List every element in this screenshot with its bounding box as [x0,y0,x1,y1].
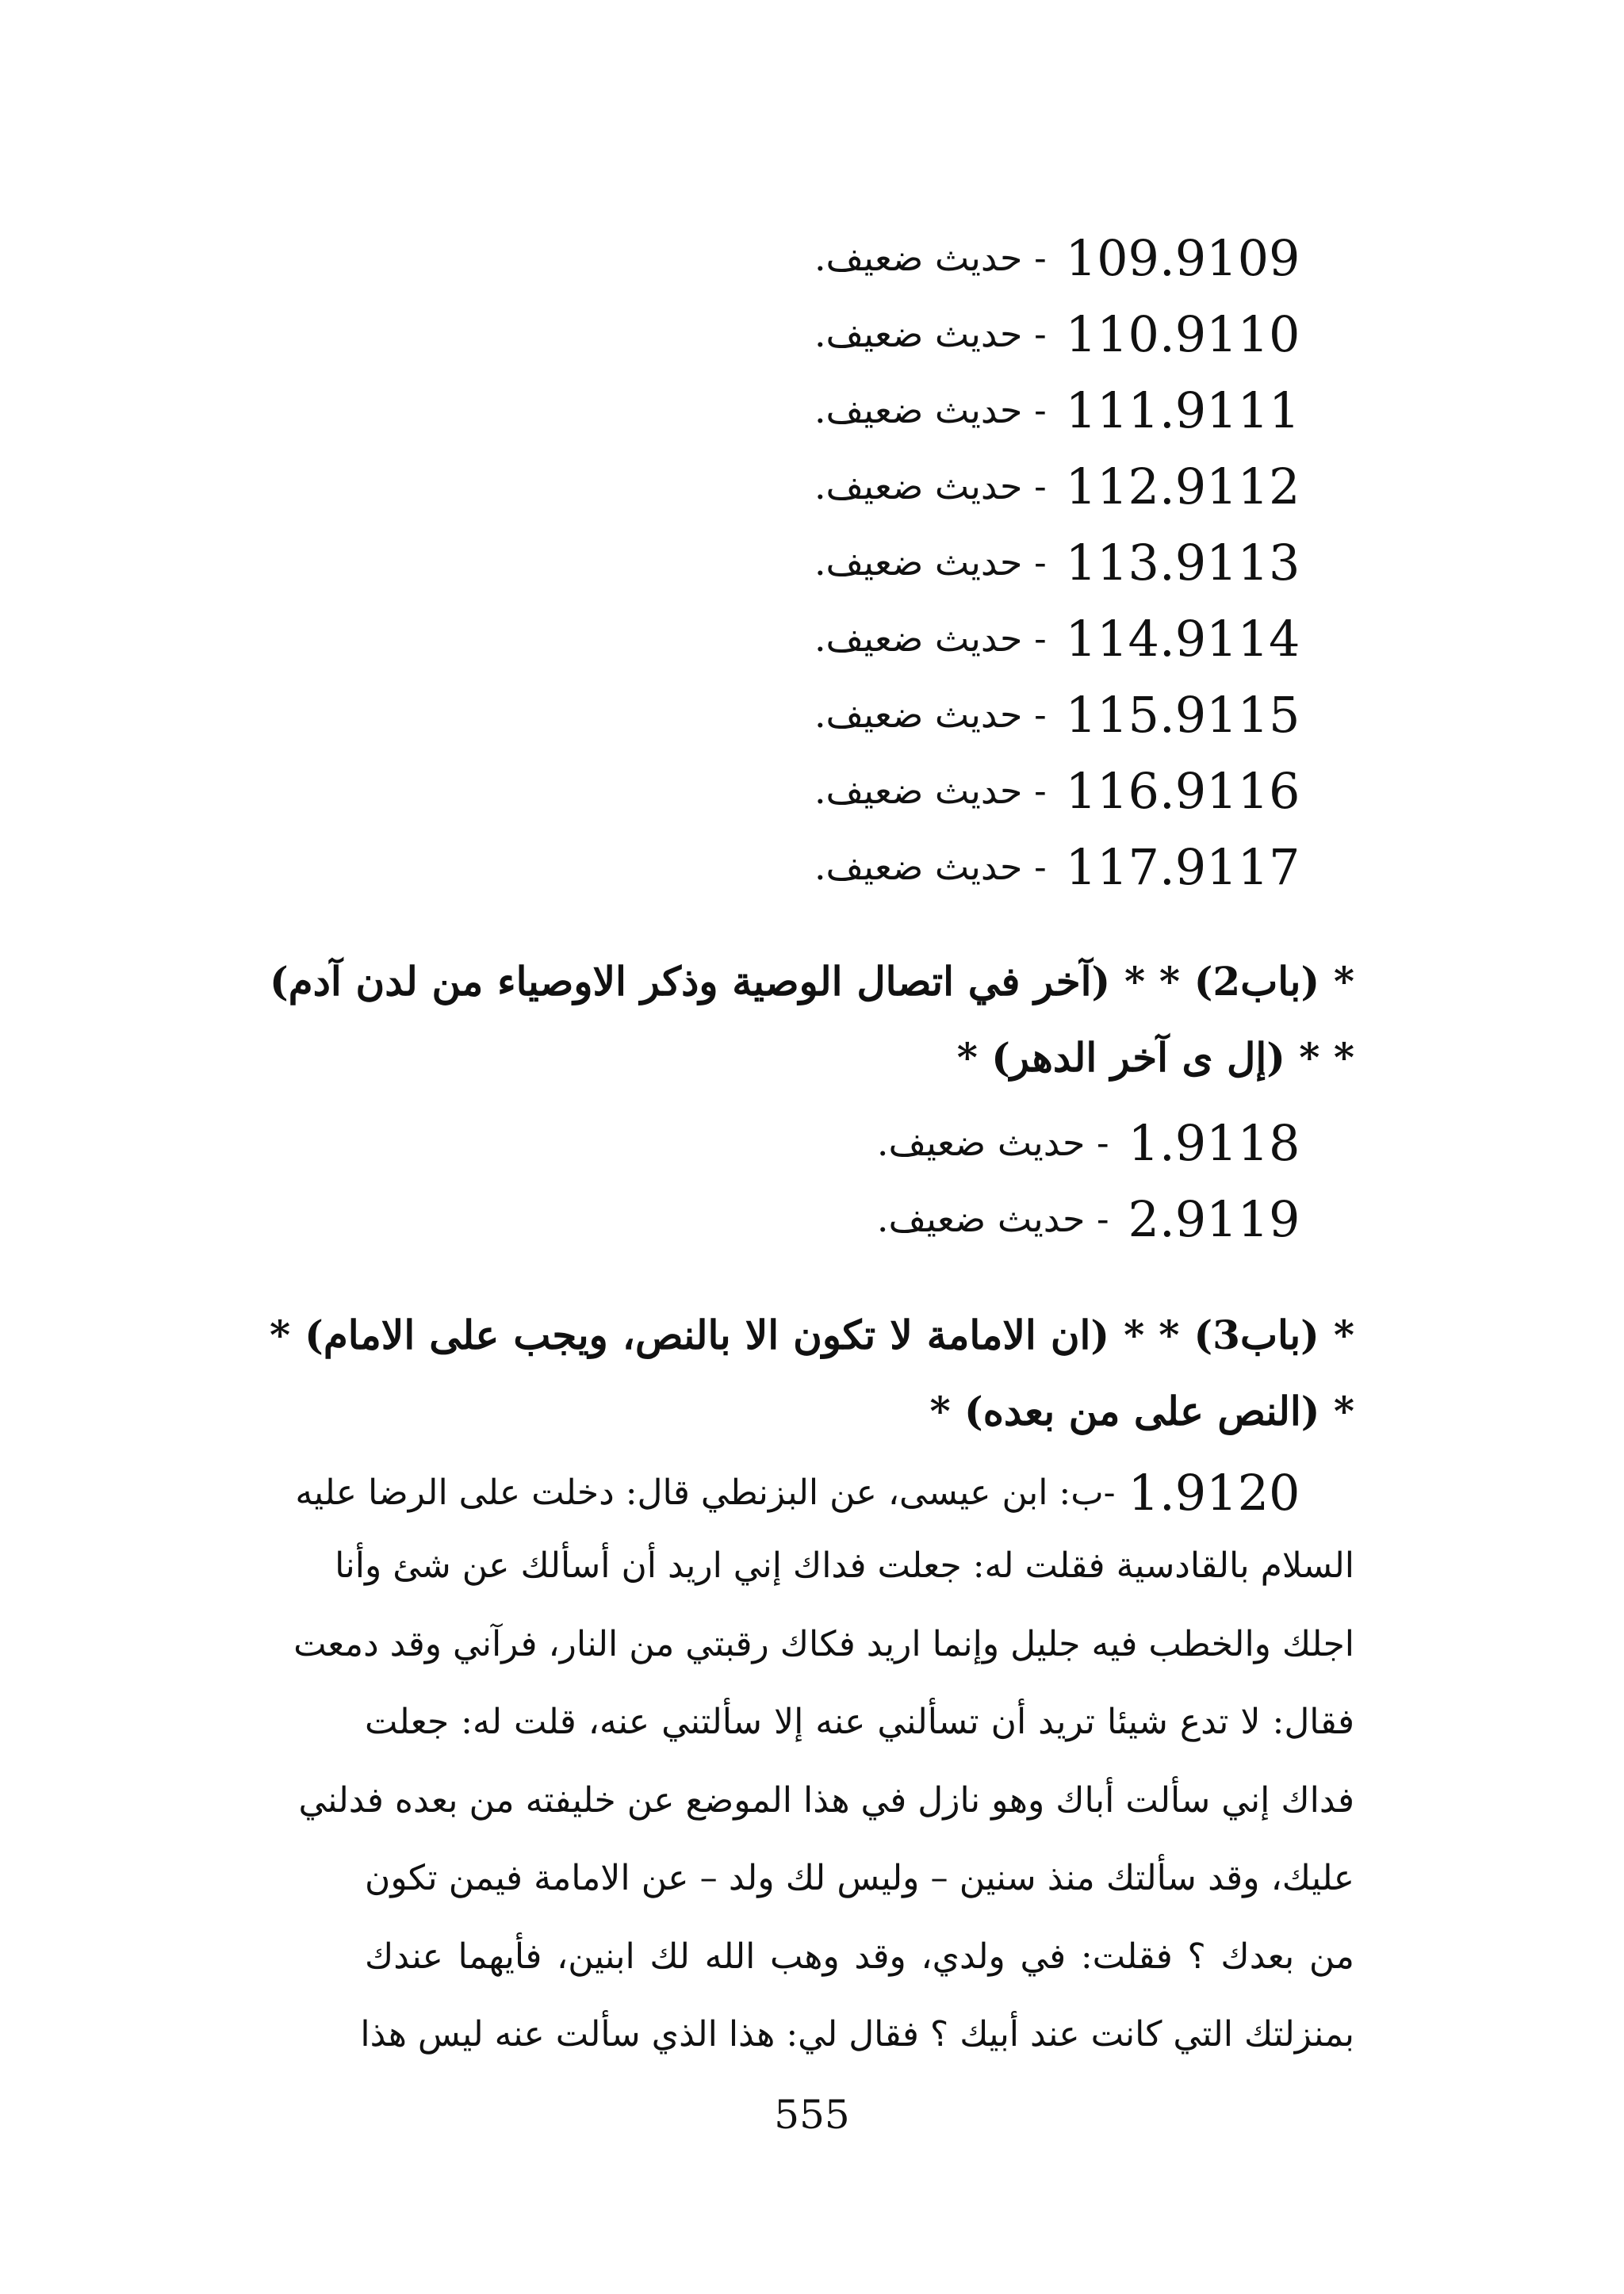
entry-9116 [814,759,1300,822]
paragraph-line: فقال: لا تدع شيئا تريد أن تسألني عنه إلا سألتني عنه، قلت له: جعلت [365,1702,1354,1742]
entry-9117 [814,835,1300,898]
entry-number: .9120 [1159,1463,1300,1522]
entry-9111 [814,378,1300,442]
chapter-heading-bab-3: * (باب3) * * (ان الامامة لا تكون الا بالنص، ويجب على الامام) * * (النص على من بعده) * [270,1312,1354,1434]
entry-text: - حديث ضعيف. [814,845,1047,888]
entry-sub-number: 116 [1065,761,1159,820]
entry-number: .9115 [1159,685,1300,744]
entry-9113 [814,530,1300,594]
entry-9115 [814,683,1300,746]
entry-text: - حديث ضعيف. [814,236,1047,279]
entry-sub-number: 113 [1065,533,1159,592]
hadith-9120-first-line [295,1461,1300,1524]
entry-sub-number: 110 [1065,304,1159,363]
entry-number: .9113 [1159,533,1300,592]
entry-sub-number: 111 [1065,381,1159,439]
entry-sub-number: 117 [1065,837,1159,896]
entry-number: .9119 [1159,1189,1300,1248]
entry-sub-number: 109 [1065,228,1159,287]
entry-text: - حديث ضعيف. [814,312,1047,355]
entry-9112 [814,454,1300,518]
entry-9119 [876,1187,1300,1250]
chapter-heading-bab-2: * (باب2) * * (آخر في اتصال الوصية وذكر الاوصياء من لدن آدم) * * (إل ى آخر الدهر) * [270,958,1355,1081]
entry-sub-number: 1 [1128,1113,1159,1172]
entry-number: .9111 [1159,381,1300,439]
paragraph-line: بمنزلتك التي كانت عند أبيك ؟ فقال لي: هذا الذي سألت عنه ليس هذا [360,2014,1354,2055]
entry-number: .9112 [1159,457,1300,515]
paragraph-line: فداك إني سألت أباك وهو نازل في هذا الموضع عن خليفته من بعده فدلني [298,1779,1354,1821]
entry-text: - حديث ضعيف. [814,693,1047,736]
entry-text: - حديث ضعيف. [876,1121,1109,1164]
entry-9110 [814,302,1300,366]
entry-text: - حديث ضعيف. [814,617,1047,660]
entry-sub-number: 2 [1128,1189,1159,1248]
entry-number: .9116 [1159,761,1300,820]
paragraph-line: اجلك والخطب فيه جليل وإنما اريد فكاك رقبتي من النار، فرآني وقد دمعت [293,1623,1354,1664]
entry-text: - حديث ضعيف. [814,541,1047,584]
paragraph-line: عليك، وقد سألتك منذ سنين – وليس لك ولد – عن الامامة فيمن تكون [365,1858,1354,1898]
entry-text: - حديث ضعيف. [814,769,1047,812]
paragraph-line: السلام بالقادسية فقلت له: جعلت فداك إني اريد أن أسألك عن شئ وأنا [335,1545,1354,1586]
entry-number: .9117 [1159,837,1300,896]
paragraph-first-line-text: -ب: ابن عيسى، عن البزنطي قال: دخلت على الرضا عليه [295,1472,1116,1513]
entry-text: - حديث ضعيف. [814,389,1047,431]
entry-sub-number: 115 [1065,685,1159,744]
page-number: 555 [774,2092,850,2138]
entry-sub-number: 112 [1065,457,1159,515]
entry-number: .9114 [1159,609,1300,668]
paragraph-line: من بعدك ؟ فقلت: في ولدي، وقد وهب الله لك ابنين، فأيهما عندك [365,1936,1354,1977]
entry-sub-number: 1 [1128,1463,1159,1522]
entry-9109 [814,226,1300,289]
entry-sub-number: 114 [1065,609,1159,668]
hadith-9120-body [293,1527,1354,2074]
entry-number: .9110 [1159,304,1300,363]
entry-text: - حديث ضعيف. [876,1197,1109,1240]
entry-9114 [814,607,1300,670]
entry-text: - حديث ضعيف. [814,465,1047,507]
entry-9118 [876,1111,1300,1174]
entry-number: .9109 [1159,228,1300,287]
entry-number: .9118 [1159,1113,1300,1172]
